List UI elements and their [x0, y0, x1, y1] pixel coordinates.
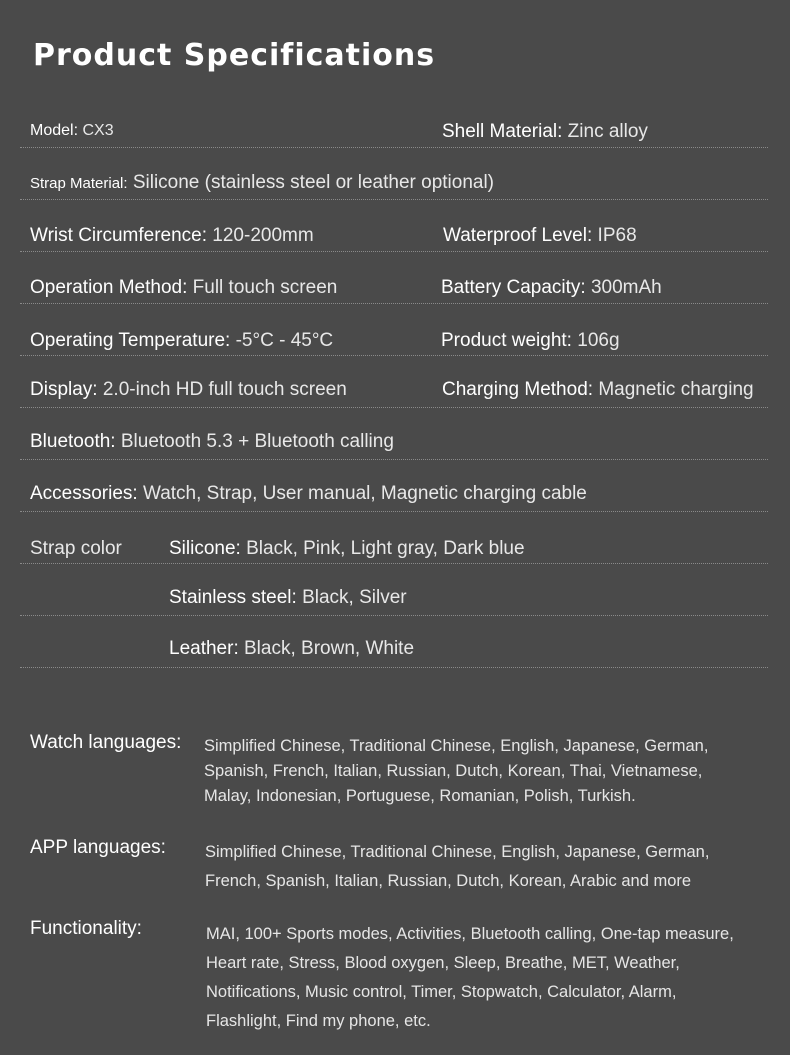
watch-languages-label: Watch languages: — [30, 732, 182, 753]
spec-model: Model: CX3 — [30, 122, 114, 139]
watch-languages-text: Simplified Chinese, Traditional Chinese, English, Japanese, German, Spanish, French, Italian, Russian, Dutch, Korean, Thai, Vietnamese, Malay, Indonesian, Portuguese, Romanian, Polish, Turkish. — [204, 737, 709, 805]
divider — [20, 407, 768, 408]
spec-wrist-circumference: Wrist Circumference: 120-200mm — [30, 225, 314, 246]
strap-color-silicone: Silicone: Black, Pink, Light gray, Dark blue — [169, 538, 525, 559]
functionality-label: Functionality: — [30, 918, 142, 939]
spec-display: Display: 2.0-inch HD full touch screen — [30, 379, 347, 400]
spec-operating-temperature: Operating Temperature: -5°C - 45°C — [30, 330, 334, 351]
page-title: Product Specifications — [33, 38, 436, 73]
app-languages-text: Simplified Chinese, Traditional Chinese, English, Japanese, German, French, Spanish, Italian, Russian, Dutch, Korean, Arabic and more — [205, 843, 710, 890]
spec-battery-capacity: Battery Capacity: 300mAh — [441, 277, 662, 298]
divider — [20, 147, 768, 148]
divider — [20, 563, 768, 564]
spec-bluetooth: Bluetooth: Bluetooth 5.3 + Bluetooth calling — [30, 431, 394, 452]
spec-waterproof-level: Waterproof Level: IP68 — [443, 225, 637, 246]
app-languages-label: APP languages: — [30, 837, 166, 858]
strap-color-stainless-steel: Stainless steel: Black, Silver — [169, 587, 407, 608]
spec-accessories: Accessories: Watch, Strap, User manual, Magnetic charging cable — [30, 483, 587, 504]
divider — [20, 667, 768, 668]
strap-color-label: Strap color — [30, 538, 122, 559]
functionality-text: MAI, 100+ Sports modes, Activities, Bluetooth calling, One-tap measure, Heart rate, Stress, Blood oxygen, Sleep, Breathe, MET, Weather, Notifications, Music control, Timer, Stopwatch, Calculator, Alarm, Flashlight, Find my phone, etc. — [206, 925, 734, 1030]
divider — [20, 459, 768, 460]
spec-strap-material: Strap Material: Silicone (stainless steel or leather optional) — [30, 172, 495, 193]
strap-color-leather: Leather: Black, Brown, White — [169, 638, 415, 659]
spec-shell-material: Shell Material: Zinc alloy — [442, 121, 648, 142]
divider — [20, 251, 768, 252]
spec-product-weight: Product weight: 106g — [441, 330, 620, 351]
spec-operation-method: Operation Method: Full touch screen — [30, 277, 338, 298]
divider — [20, 355, 768, 356]
divider — [20, 199, 768, 200]
divider — [20, 615, 768, 616]
divider — [20, 303, 768, 304]
divider — [20, 511, 768, 512]
spec-charging-method: Charging Method: Magnetic charging — [442, 379, 754, 400]
